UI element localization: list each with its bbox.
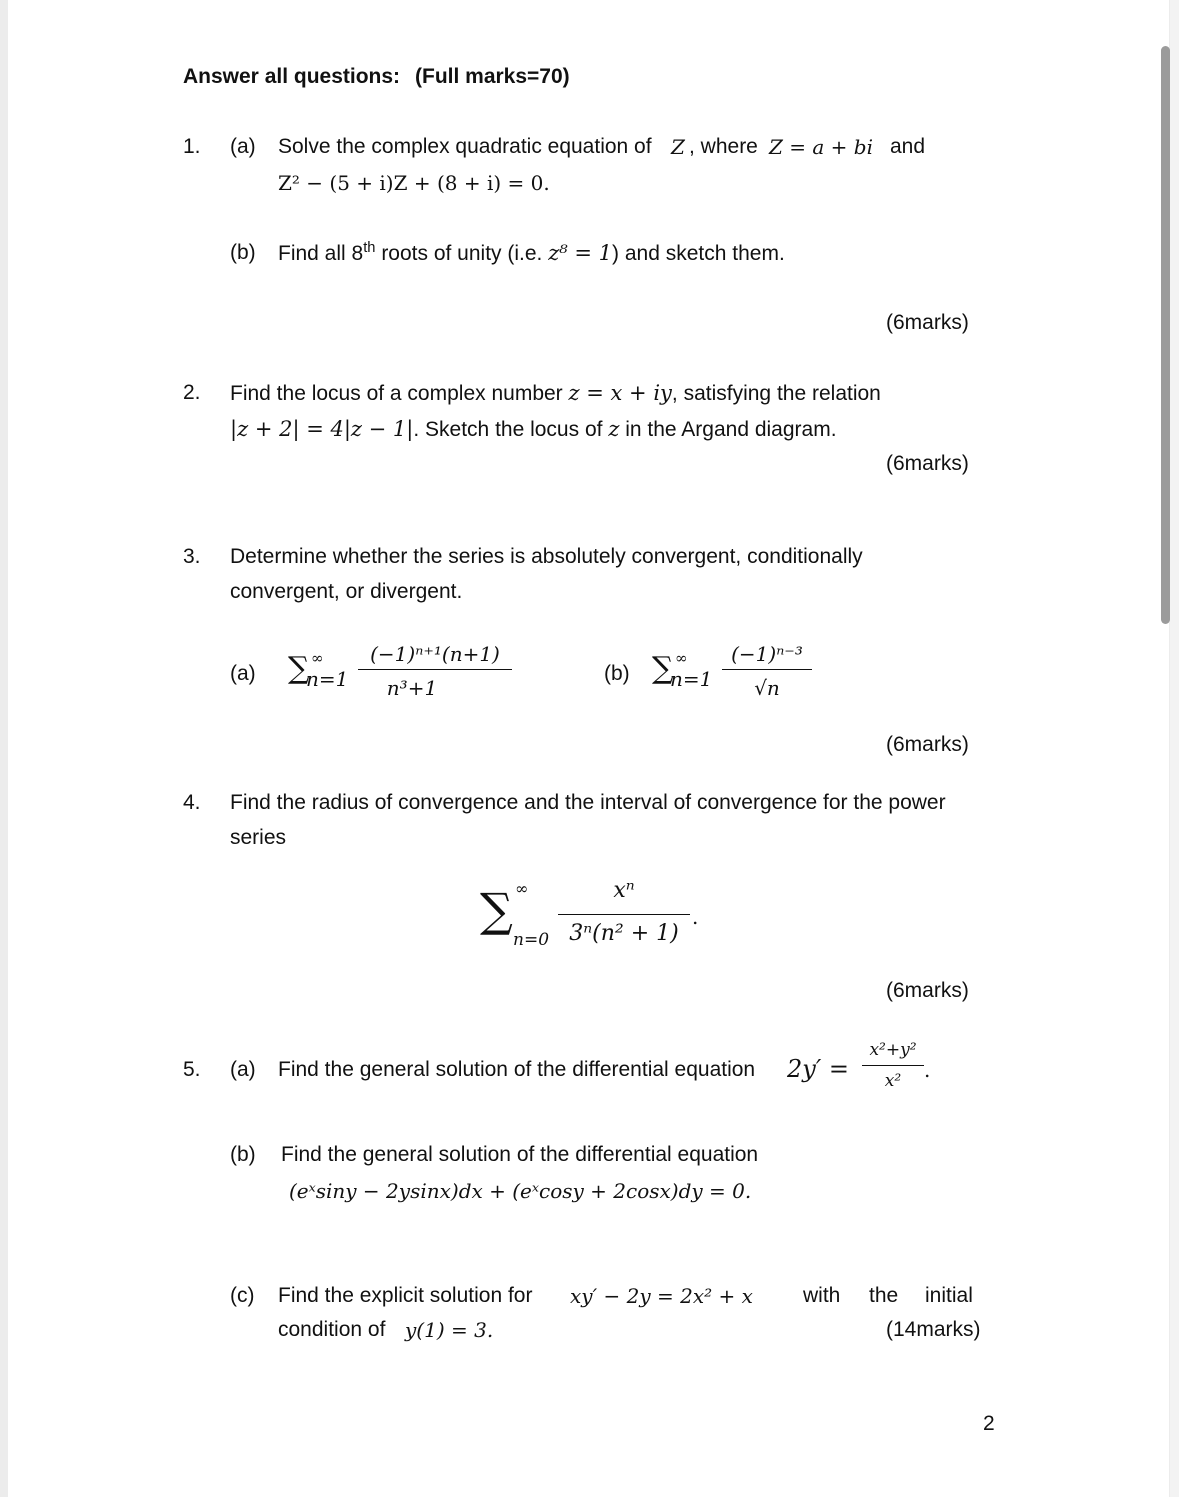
q3b-numerator: (−1)ⁿ⁻³: [731, 642, 803, 666]
q4-denominator: 3ⁿ(n² + 1): [569, 921, 679, 946]
q1b-label: (b): [230, 241, 256, 264]
q1b-text: Find all 8th roots of unity (i.e. z⁸ = 1) and sketch them.: [278, 240, 785, 265]
q1a-and: and: [890, 135, 926, 158]
scrollbar-thumb[interactable]: [1161, 46, 1170, 624]
q5c-the: the: [869, 1284, 899, 1307]
q5b-text: Find the general solution of the differential equation: [281, 1143, 759, 1166]
q3b-label: (b): [604, 662, 630, 685]
q3a-denominator: n³+1: [386, 676, 438, 700]
page-number: 2: [983, 1412, 995, 1435]
q2-marks: (6marks): [886, 452, 969, 475]
q5a-lhs: 2y′ =: [787, 1055, 850, 1083]
q4-period: .: [692, 905, 699, 929]
document-page: [8, 0, 1169, 1497]
q3a-sum-lower: n=1: [306, 667, 349, 691]
q3b-sum-lower: n=1: [670, 667, 713, 691]
q1a-variable: Z: [671, 135, 685, 159]
q5a-denominator: x²: [884, 1071, 902, 1091]
q2-line1: Find the locus of a complex number z = x + iy, satisfying the relation: [230, 381, 881, 405]
q3a-sum-upper: ∞: [311, 649, 324, 667]
q3-line2: convergent, or divergent.: [230, 580, 463, 603]
q3a-fraction: [358, 640, 512, 702]
q1a-definition: Z = a + bi: [769, 135, 873, 159]
q1a-where: , where: [689, 135, 758, 158]
q3a-sigma: ∑: [288, 651, 310, 686]
full-marks-heading: (Full marks=70): [415, 65, 570, 88]
q4-line1: Find the radius of convergence and the interval of convergence for the power: [230, 791, 946, 814]
q1a-label: (a): [230, 135, 256, 158]
q3b-denominator: √n: [754, 676, 780, 700]
q5-number: 5.: [183, 1058, 201, 1081]
q1a-text: Solve the complex quadratic equation of: [278, 135, 652, 158]
q4-sum-upper: ∞: [515, 879, 529, 898]
q1a-equation: Z² − (5 + i)Z + (8 + i) = 0.: [278, 171, 550, 195]
q5c-line2-text: condition of: [278, 1318, 386, 1341]
q2-number: 2.: [183, 381, 201, 404]
q5c-with: with: [803, 1284, 841, 1307]
q5a-text: Find the general solution of the differential equation: [278, 1058, 756, 1081]
q5c-initial: initial: [925, 1284, 973, 1307]
q4-marks: (6marks): [886, 979, 969, 1002]
q5a-period: .: [924, 1058, 931, 1082]
q4-number: 4.: [183, 791, 201, 814]
q1-marks: (6marks): [886, 311, 969, 334]
q4-line2: series: [230, 826, 287, 849]
q5a-numerator: x²+y²: [869, 1040, 917, 1060]
instruction-heading: Answer all questions:: [183, 65, 401, 88]
q3a-numerator: (−1)ⁿ⁺¹(n+1): [370, 642, 500, 666]
q5c-text: Find the explicit solution for: [278, 1284, 533, 1307]
q2-relation: |z + 2| = 4|z − 1|: [230, 417, 414, 441]
q3a-label: (a): [230, 662, 256, 685]
q4-numerator: xⁿ: [613, 878, 635, 903]
q3-number: 3.: [183, 545, 201, 568]
q1b-math: z⁸ = 1: [548, 241, 613, 265]
q4-sigma: ∑: [480, 883, 513, 937]
q5b-equation: (eˣsiny − 2ysinx)dx + (eˣcosy + 2cosx)dy = 0.: [289, 1179, 752, 1203]
q5a-fraction: [862, 1038, 924, 1098]
q5-marks: (14marks): [886, 1318, 981, 1341]
q3b-sigma: ∑: [652, 651, 674, 686]
q3b-fraction: [722, 640, 812, 702]
q2-math-z: z = x + iy: [568, 381, 672, 405]
q4-fraction: [558, 874, 690, 954]
q5b-label: (b): [230, 1143, 256, 1166]
q5c-condition: y(1) = 3.: [405, 1318, 494, 1342]
q3-marks: (6marks): [886, 733, 969, 756]
scrollbar-track[interactable]: [1170, 0, 1179, 1497]
q5c-label: (c): [230, 1284, 255, 1307]
q4-sum-lower: n=0: [513, 930, 550, 950]
q3-line1: Determine whether the series is absolutely convergent, conditionally: [230, 545, 863, 568]
q5a-label: (a): [230, 1058, 256, 1081]
q5c-equation: xy′ − 2y = 2x² + x: [570, 1284, 753, 1308]
q1-number: 1.: [183, 135, 201, 158]
q2-line2: |z + 2| = 4|z − 1|. Sketch the locus of z in the Argand diagram.: [230, 417, 837, 441]
q3b-sum-upper: ∞: [675, 649, 688, 667]
